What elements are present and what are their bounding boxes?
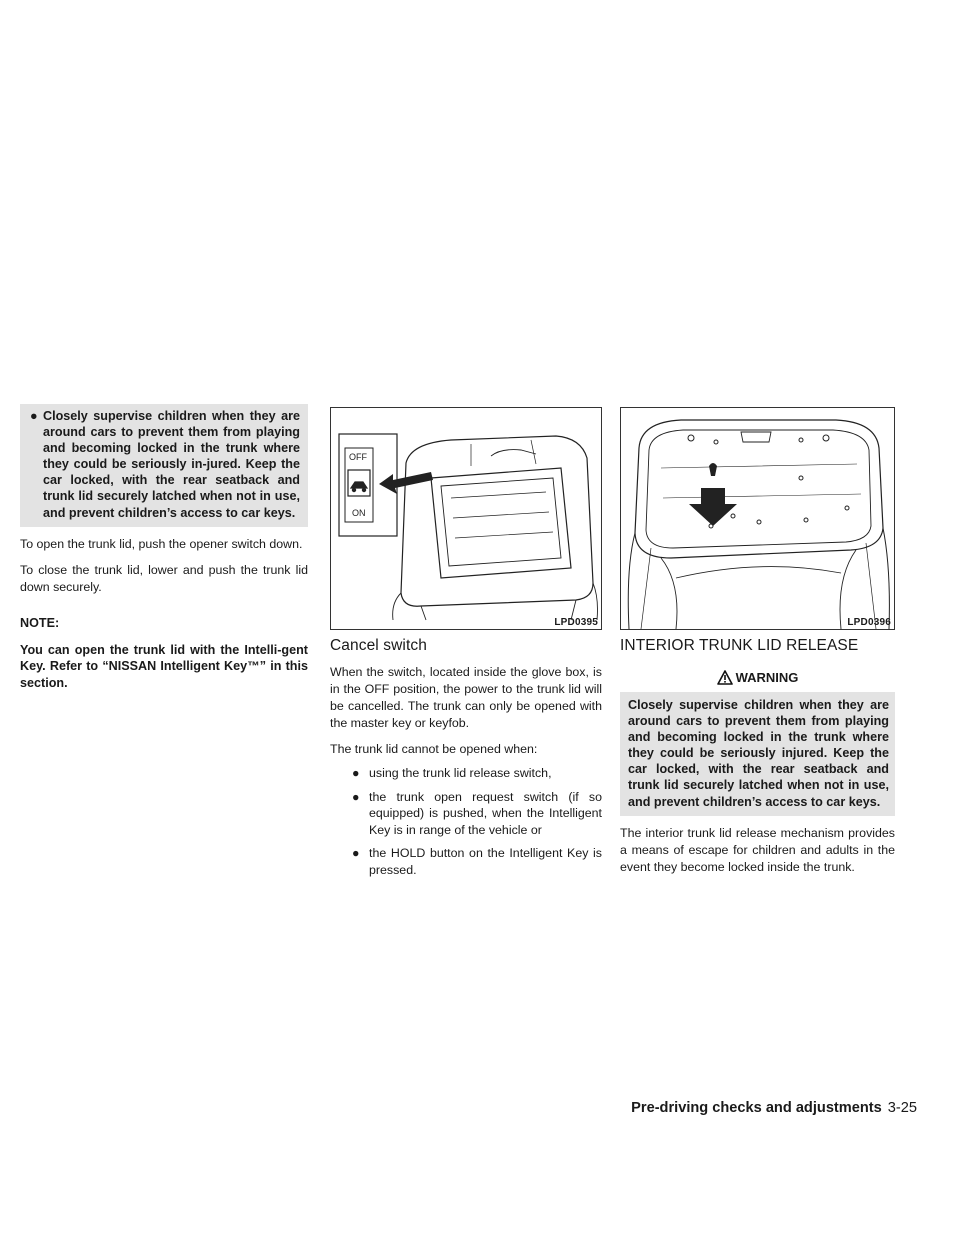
bullet-dot: ● [352, 766, 360, 780]
switch-on-label: ON [352, 508, 366, 518]
section-heading-cancel-switch: Cancel switch [330, 637, 427, 654]
glove-box-illustration [331, 408, 601, 629]
note-body: You can open the trunk lid with the Intelli-gent Key. Refer to “NISSAN Intelligent Key™” in this section. [20, 642, 308, 690]
figure-code: LPD0395 [554, 617, 598, 628]
close-trunk-paragraph: To close the trunk lid, lower and push the trunk lid down securely. [20, 562, 308, 594]
list-item: ● the HOLD button on the Intelligent Key is pressed. [352, 846, 602, 877]
bullet-dot: ● [352, 846, 360, 860]
warning-triangle-icon [717, 670, 733, 685]
switch-off-label: OFF [349, 452, 367, 462]
cancel-switch-paragraph: When the switch, located inside the glove box, is in the OFF position, the power to the trunk lid will be cancelled. The trunk can only be opened with the master key or keyfob. [330, 665, 602, 730]
list-item: ● using the trunk lid release switch, [352, 766, 552, 780]
page-number: 3-25 [887, 1100, 917, 1116]
section-heading-interior-release: INTERIOR TRUNK LID RELEASE [620, 637, 859, 654]
warning-bullet-text: Closely supervise children when they are around cars to prevent them from playing and becoming locked in the trunk where they could be seriously in-jured. Keep the car locked, with the rear seatback and trunk lid securely latched when not in use, and prevent children’s access to car keys. [43, 409, 300, 520]
list-item: ● the trunk open request switch (if so equipped) is pushed, when the Intelligent Key is in range of the vehicle or [352, 789, 602, 837]
cannot-open-list [330, 765, 602, 878]
warning-box: Closely supervise children when they are around cars to prevent them from playing and becoming locked in the trunk where they could be seriously injured. Keep the car locked, with the rear seatback and trunk lid securely latched when not in use, and prevent children’s access to car keys. [620, 692, 895, 816]
page-footer [631, 1100, 917, 1116]
figure-trunk-lid-release [620, 407, 895, 630]
warning-heading [620, 669, 895, 686]
column-right [620, 407, 895, 876]
column-left [20, 404, 308, 691]
bullet-dot: ● [30, 409, 38, 423]
warning-bullet-box [20, 404, 308, 527]
open-trunk-paragraph: To open the trunk lid, push the opener switch down. [20, 536, 303, 551]
column-middle [330, 407, 602, 878]
figure-code: LPD0396 [847, 617, 891, 628]
bullet-dot: ● [352, 789, 360, 804]
interior-release-paragraph: The interior trunk lid release mechanism provides a means of escape for children and adults in the event they become locked inside the trunk. [620, 825, 895, 874]
trunk-lid-illustration [621, 408, 894, 629]
note-heading: NOTE: [20, 615, 60, 630]
cannot-open-paragraph: The trunk lid cannot be opened when: [330, 742, 538, 756]
warning-label: WARNING [735, 670, 799, 685]
footer-section-title: Pre-driving checks and adjustments [631, 1100, 882, 1116]
figure-glove-box-switch [330, 407, 602, 630]
